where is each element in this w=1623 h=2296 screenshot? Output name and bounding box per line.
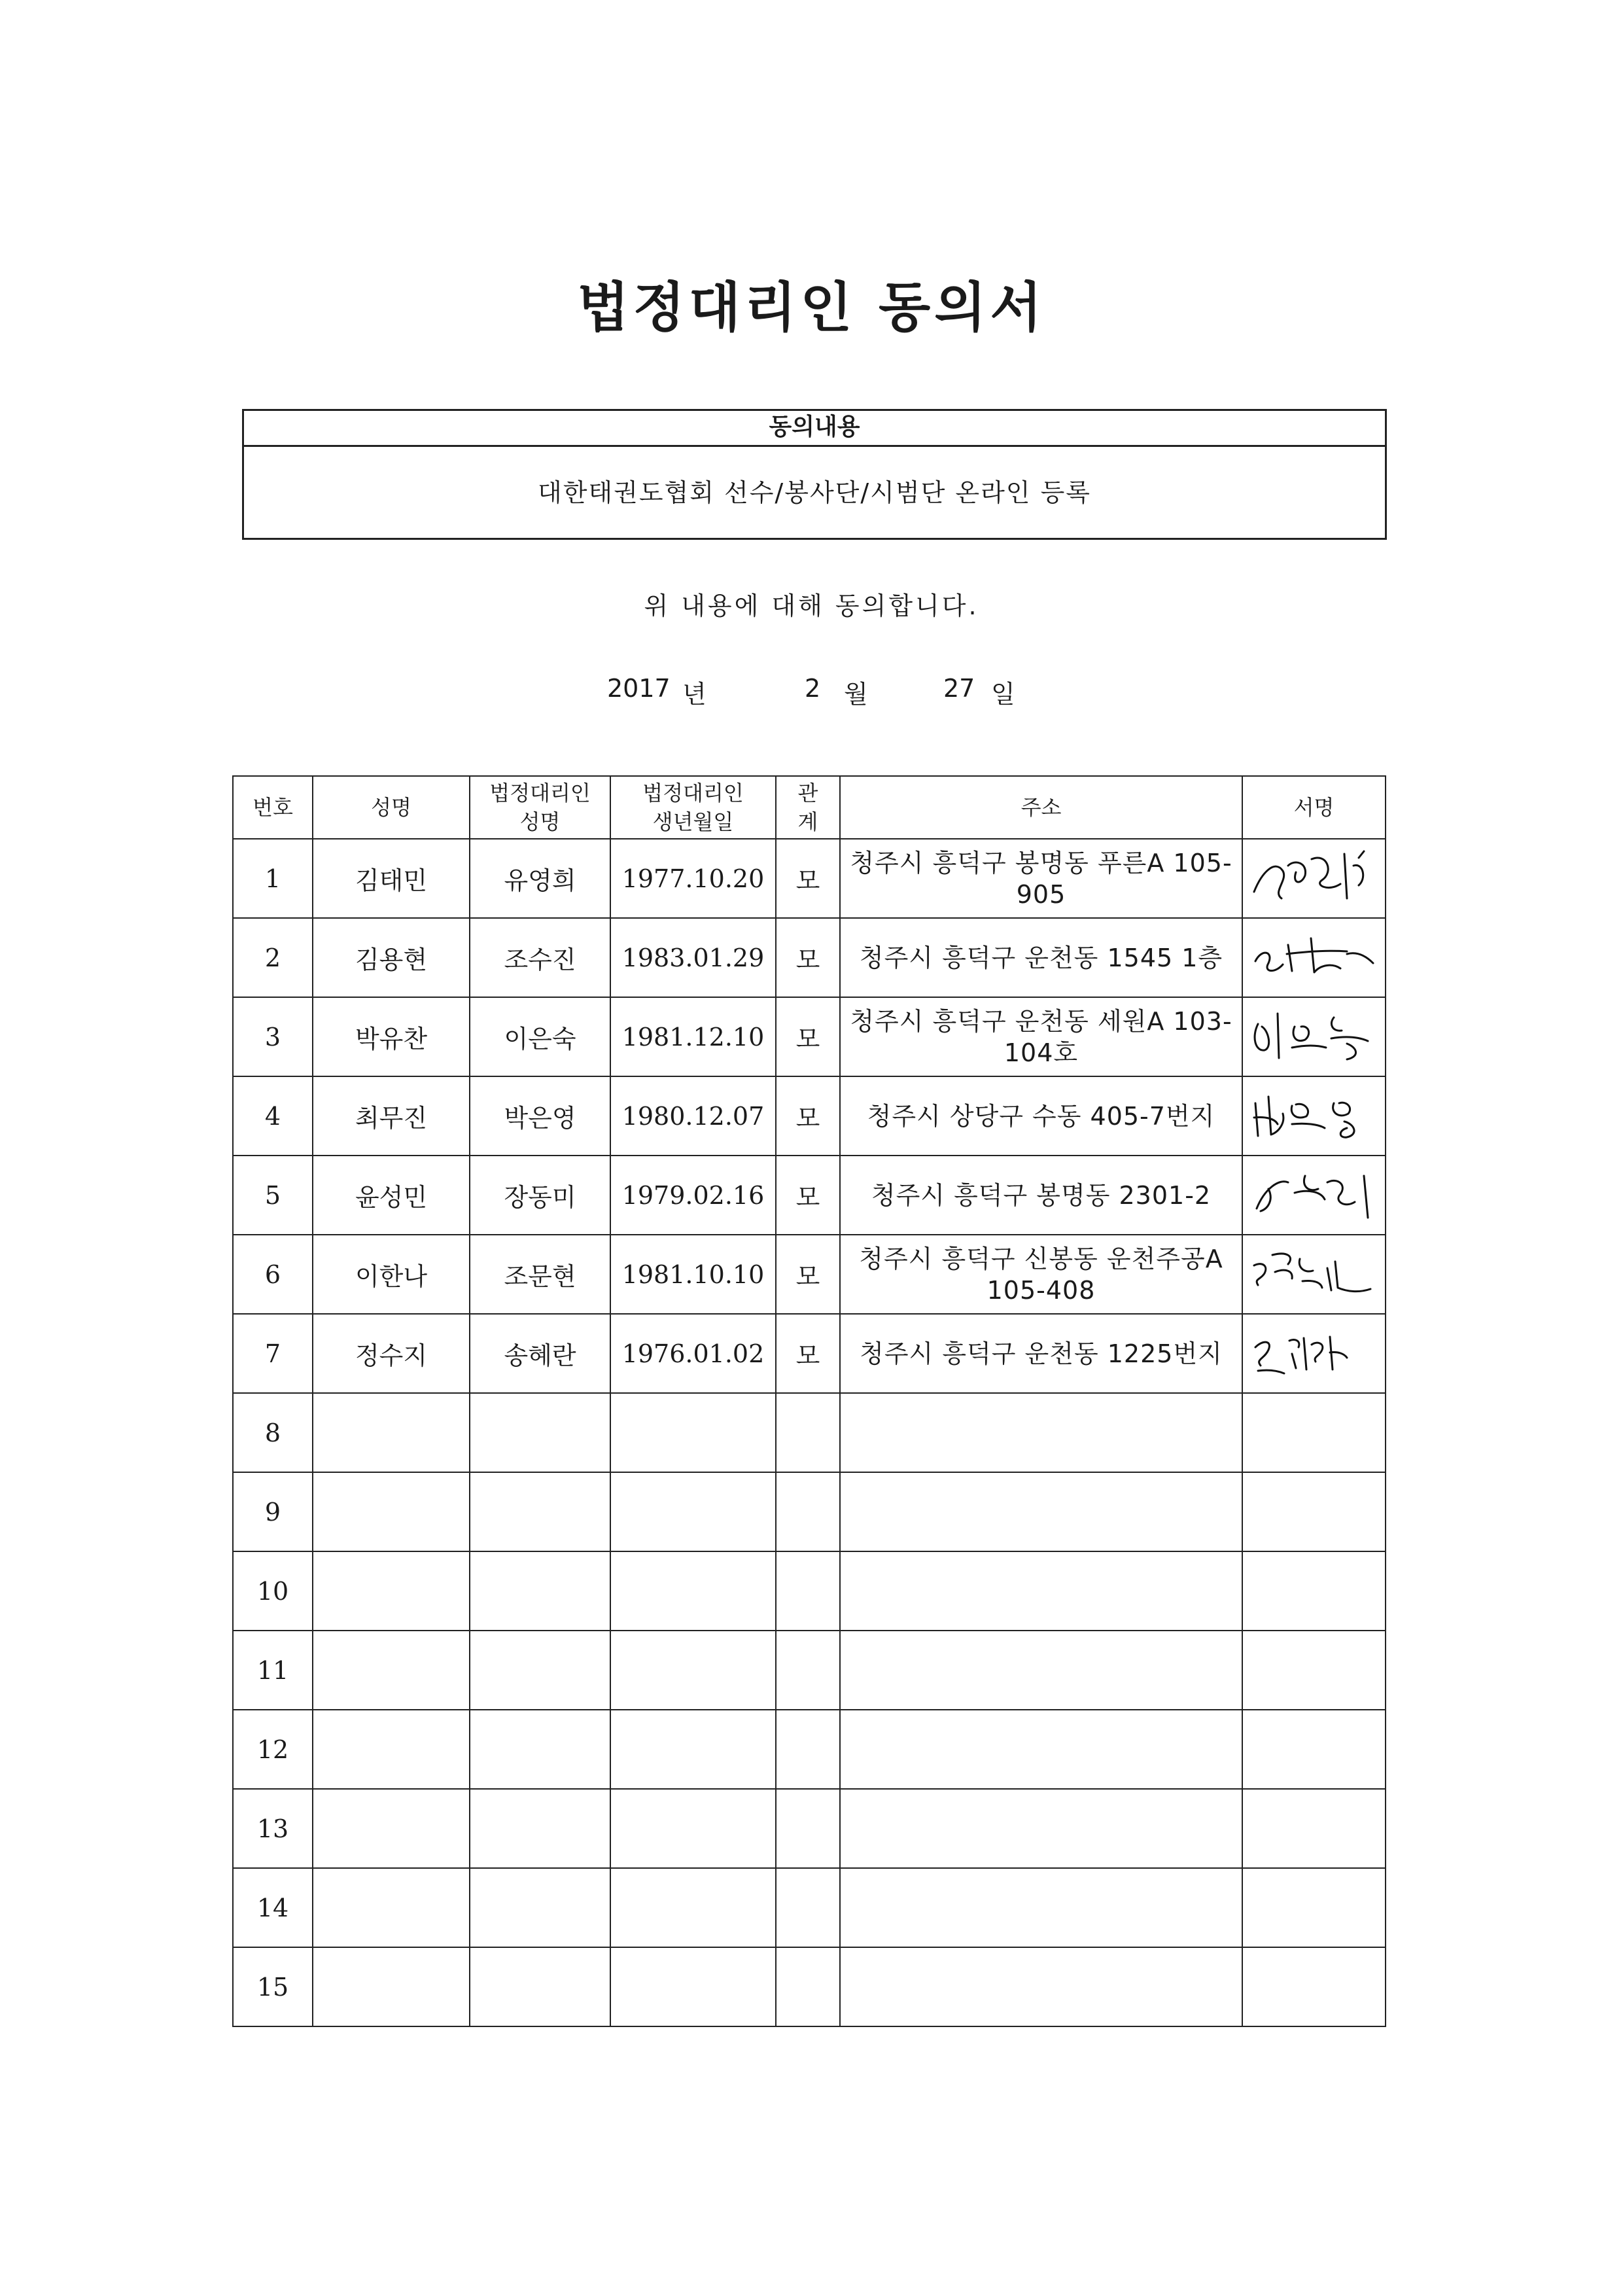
row-guardian-birth: 1979.02.16 bbox=[610, 1156, 776, 1235]
row-address bbox=[840, 1393, 1242, 1472]
row-number: 7 bbox=[233, 1314, 313, 1393]
row-relation: 모 bbox=[776, 1314, 840, 1393]
consent-content-box bbox=[242, 409, 1387, 540]
row-signature bbox=[1242, 1947, 1386, 2026]
table-row bbox=[233, 839, 1386, 918]
consent-content-header: 동의내용 bbox=[244, 411, 1385, 447]
row-relation bbox=[776, 1789, 840, 1868]
row-name bbox=[313, 1947, 470, 2026]
row-guardian-name: 조수진 bbox=[470, 918, 610, 997]
header-number: 번호 bbox=[233, 776, 313, 839]
consent-date bbox=[0, 674, 1623, 713]
row-name bbox=[313, 1631, 470, 1710]
header-guardian-name bbox=[470, 776, 610, 839]
date-month: 2 bbox=[805, 674, 821, 703]
row-guardian-birth bbox=[610, 1393, 776, 1472]
table-row bbox=[233, 1868, 1386, 1947]
row-guardian-birth bbox=[610, 1868, 776, 1947]
row-number: 8 bbox=[233, 1393, 313, 1472]
table-row bbox=[233, 1076, 1386, 1156]
row-relation bbox=[776, 1868, 840, 1947]
row-guardian-birth: 1976.01.02 bbox=[610, 1314, 776, 1393]
row-address: 청주시 상당구 수동 405-7번지 bbox=[840, 1076, 1242, 1156]
row-address: 청주시 흥덕구 봉명동 2301-2 bbox=[840, 1156, 1242, 1235]
row-number: 2 bbox=[233, 918, 313, 997]
row-guardian-birth: 1981.12.10 bbox=[610, 997, 776, 1076]
row-address: 청주시 흥덕구 신봉동 운천주공A 105-408 bbox=[840, 1235, 1242, 1314]
table-row bbox=[233, 1314, 1386, 1393]
row-address: 청주시 흥덕구 봉명동 푸른A 105-905 bbox=[840, 839, 1242, 918]
row-name: 정수지 bbox=[313, 1314, 470, 1393]
row-signature bbox=[1242, 1314, 1386, 1393]
row-name: 김태민 bbox=[313, 839, 470, 918]
row-signature bbox=[1242, 839, 1386, 918]
row-name: 김용현 bbox=[313, 918, 470, 997]
row-address: 청주시 흥덕구 운천동 1225번지 bbox=[840, 1314, 1242, 1393]
row-number: 9 bbox=[233, 1472, 313, 1551]
date-day-unit: 일 bbox=[991, 680, 1015, 709]
row-name: 박유찬 bbox=[313, 997, 470, 1076]
row-address bbox=[840, 1868, 1242, 1947]
table-row bbox=[233, 1947, 1386, 2026]
row-number: 10 bbox=[233, 1551, 313, 1631]
table-row bbox=[233, 1235, 1386, 1314]
row-guardian-name bbox=[470, 1472, 610, 1551]
date-year-unit: 년 bbox=[682, 680, 707, 709]
row-address: 청주시 흥덕구 운천동 1545 1층 bbox=[840, 918, 1242, 997]
row-address: 청주시 흥덕구 운천동 세원A 103-104호 bbox=[840, 997, 1242, 1076]
row-name bbox=[313, 1551, 470, 1631]
handwritten-signature bbox=[1249, 846, 1380, 911]
row-number: 1 bbox=[233, 839, 313, 918]
date-month-unit: 월 bbox=[844, 680, 868, 709]
row-address bbox=[840, 1551, 1242, 1631]
row-name bbox=[313, 1472, 470, 1551]
table-header-row bbox=[233, 776, 1386, 839]
handwritten-signature bbox=[1249, 1004, 1380, 1070]
row-relation bbox=[776, 1631, 840, 1710]
handwritten-signature bbox=[1249, 1242, 1380, 1307]
row-guardian-name bbox=[470, 1551, 610, 1631]
table-row bbox=[233, 1472, 1386, 1551]
row-number: 14 bbox=[233, 1868, 313, 1947]
row-name bbox=[313, 1710, 470, 1789]
table-row bbox=[233, 997, 1386, 1076]
header-guardian-name-line2: 성명 bbox=[519, 809, 561, 834]
row-guardian-birth bbox=[610, 1947, 776, 2026]
row-signature bbox=[1242, 1868, 1386, 1947]
row-name: 이한나 bbox=[313, 1235, 470, 1314]
row-guardian-name: 유영희 bbox=[470, 839, 610, 918]
row-relation: 모 bbox=[776, 839, 840, 918]
row-guardian-birth bbox=[610, 1472, 776, 1551]
row-guardian-birth: 1983.01.29 bbox=[610, 918, 776, 997]
date-year: 2017 bbox=[607, 674, 671, 703]
row-address bbox=[840, 1631, 1242, 1710]
row-number: 15 bbox=[233, 1947, 313, 2026]
table-row bbox=[233, 918, 1386, 997]
row-number: 4 bbox=[233, 1076, 313, 1156]
table-row bbox=[233, 1156, 1386, 1235]
header-relation-line2: 계 bbox=[797, 809, 818, 834]
header-relation bbox=[776, 776, 840, 839]
row-guardian-name: 송혜란 bbox=[470, 1314, 610, 1393]
header-address: 주소 bbox=[840, 776, 1242, 839]
row-relation: 모 bbox=[776, 1235, 840, 1314]
handwritten-signature bbox=[1249, 1084, 1380, 1149]
row-guardian-name bbox=[470, 1789, 610, 1868]
row-signature bbox=[1242, 1789, 1386, 1868]
row-signature bbox=[1242, 1472, 1386, 1551]
row-number: 12 bbox=[233, 1710, 313, 1789]
row-guardian-name bbox=[470, 1710, 610, 1789]
row-number: 6 bbox=[233, 1235, 313, 1314]
header-name: 성명 bbox=[313, 776, 470, 839]
row-address bbox=[840, 1947, 1242, 2026]
table-row bbox=[233, 1710, 1386, 1789]
row-guardian-birth: 1980.12.07 bbox=[610, 1076, 776, 1156]
row-signature bbox=[1242, 1156, 1386, 1235]
row-relation: 모 bbox=[776, 1156, 840, 1235]
row-relation bbox=[776, 1947, 840, 2026]
row-guardian-birth bbox=[610, 1551, 776, 1631]
row-guardian-name: 조문현 bbox=[470, 1235, 610, 1314]
header-relation-line1: 관 bbox=[797, 781, 818, 805]
row-address bbox=[840, 1472, 1242, 1551]
row-guardian-name bbox=[470, 1947, 610, 2026]
row-name bbox=[313, 1393, 470, 1472]
row-name: 최무진 bbox=[313, 1076, 470, 1156]
row-relation bbox=[776, 1710, 840, 1789]
row-number: 11 bbox=[233, 1631, 313, 1710]
row-relation: 모 bbox=[776, 1076, 840, 1156]
row-signature bbox=[1242, 1235, 1386, 1314]
row-guardian-name bbox=[470, 1393, 610, 1472]
document-title: 법정대리인 동의서 bbox=[577, 277, 1046, 339]
consent-content-body: 대한태권도협회 선수/봉사단/시범단 온라인 등록 bbox=[537, 478, 1091, 507]
row-relation bbox=[776, 1551, 840, 1631]
row-guardian-birth bbox=[610, 1631, 776, 1710]
row-signature bbox=[1242, 1710, 1386, 1789]
date-day: 27 bbox=[943, 674, 975, 703]
handwritten-signature bbox=[1249, 1321, 1380, 1386]
row-guardian-name: 박은영 bbox=[470, 1076, 610, 1156]
agreement-statement: 위 내용에 대해 동의합니다. bbox=[644, 592, 979, 620]
row-guardian-birth: 1981.10.10 bbox=[610, 1235, 776, 1314]
table-row bbox=[233, 1551, 1386, 1631]
header-guardian-birth-line2: 생년월일 bbox=[652, 809, 734, 834]
row-relation: 모 bbox=[776, 918, 840, 997]
row-signature bbox=[1242, 1393, 1386, 1472]
row-signature bbox=[1242, 1551, 1386, 1631]
row-name bbox=[313, 1789, 470, 1868]
row-relation bbox=[776, 1393, 840, 1472]
row-signature bbox=[1242, 997, 1386, 1076]
row-number: 5 bbox=[233, 1156, 313, 1235]
row-guardian-birth bbox=[610, 1710, 776, 1789]
header-guardian-name-line1: 법정대리인 bbox=[489, 781, 591, 805]
row-relation: 모 bbox=[776, 997, 840, 1076]
table-row bbox=[233, 1393, 1386, 1472]
table-row bbox=[233, 1631, 1386, 1710]
row-number: 3 bbox=[233, 997, 313, 1076]
guardian-roster-table bbox=[232, 775, 1386, 2027]
row-guardian-name bbox=[470, 1868, 610, 1947]
row-signature bbox=[1242, 918, 1386, 997]
row-guardian-name: 장동미 bbox=[470, 1156, 610, 1235]
row-signature bbox=[1242, 1076, 1386, 1156]
row-number: 13 bbox=[233, 1789, 313, 1868]
handwritten-signature bbox=[1249, 1163, 1380, 1228]
row-guardian-birth: 1977.10.20 bbox=[610, 839, 776, 918]
table-row bbox=[233, 1789, 1386, 1868]
row-name: 윤성민 bbox=[313, 1156, 470, 1235]
row-address bbox=[840, 1789, 1242, 1868]
row-guardian-name bbox=[470, 1631, 610, 1710]
row-name bbox=[313, 1868, 470, 1947]
row-address bbox=[840, 1710, 1242, 1789]
header-guardian-birth-line1: 법정대리인 bbox=[642, 781, 744, 805]
row-relation bbox=[776, 1472, 840, 1551]
header-guardian-birth bbox=[610, 776, 776, 839]
row-signature bbox=[1242, 1631, 1386, 1710]
row-guardian-name: 이은숙 bbox=[470, 997, 610, 1076]
row-guardian-birth bbox=[610, 1789, 776, 1868]
handwritten-signature bbox=[1249, 925, 1380, 991]
header-signature: 서명 bbox=[1242, 776, 1386, 839]
